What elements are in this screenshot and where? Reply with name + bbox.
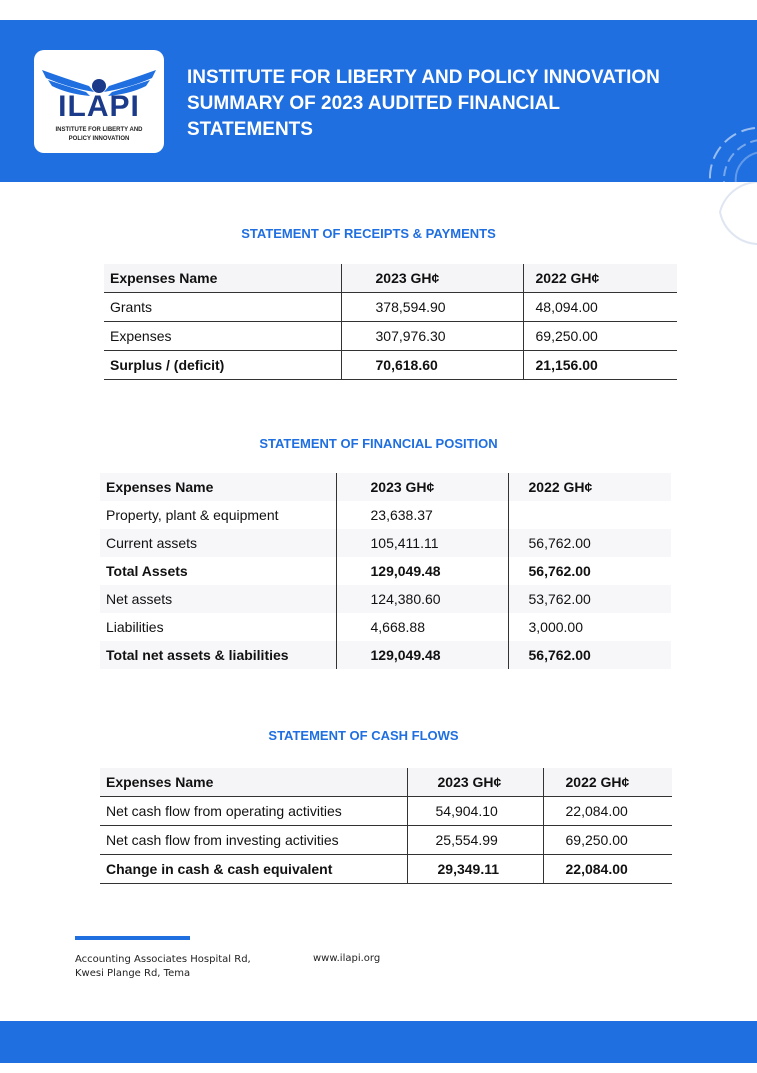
cell-2022: 3,000.00: [508, 613, 671, 641]
column-header: Expenses Name: [100, 768, 407, 797]
footer-accent-line: [75, 936, 190, 940]
table-row: [104, 293, 677, 322]
table-row: [100, 797, 672, 826]
section-title-receipts: STATEMENT OF RECEIPTS & PAYMENTS: [241, 226, 496, 241]
row-label: Liabilities: [106, 619, 164, 635]
cell-2023: 105,411.11: [336, 529, 508, 557]
table-row: [100, 585, 671, 613]
row-label: Net cash flow from operating activities: [100, 797, 407, 826]
table-row-total: [100, 641, 671, 669]
section-title-cashflows: STATEMENT OF CASH FLOWS: [268, 728, 459, 743]
row-label: Net cash flow from investing activities: [100, 826, 407, 855]
decorative-rings-faint-icon: [700, 182, 757, 262]
cell-2022: [508, 501, 671, 529]
footer-website-link[interactable]: www.ilapi.org: [313, 953, 381, 964]
column-header: 2022 GH¢: [523, 264, 677, 293]
address-line: Kwesi Plange Rd, Tema: [75, 968, 191, 979]
cell-2022: 69,250.00: [523, 322, 677, 351]
cell-2022: 56,762.00: [508, 529, 671, 557]
cell-2023: 124,380.60: [336, 585, 508, 613]
title-line: STATEMENTS: [187, 119, 313, 140]
cell-2022: 53,762.00: [508, 585, 671, 613]
table-row: [100, 613, 671, 641]
address-line: Accounting Associates Hospital Rd,: [75, 954, 251, 965]
row-label: Total net assets & liabilities: [100, 641, 336, 669]
logo-wordmark: ILAPI: [58, 90, 140, 123]
row-label: Total Assets: [106, 563, 188, 579]
table-header-row: [100, 473, 671, 501]
table-header-row: [104, 264, 677, 293]
cell-2022: 69,250.00: [543, 826, 672, 855]
cell-2022: 56,762.00: [508, 641, 671, 669]
row-label: Net assets: [100, 585, 336, 613]
column-header: Expenses Name: [100, 473, 336, 501]
table-row: [104, 322, 677, 351]
table-row-total: [100, 855, 672, 884]
position-table: [100, 473, 671, 669]
row-label: Current assets: [100, 529, 336, 557]
column-header: 2023 GH¢: [336, 473, 508, 501]
cell-2023: 378,594.90: [341, 293, 523, 322]
row-label: Property, plant & equipment: [106, 507, 279, 523]
page-title: [187, 65, 737, 143]
column-header: 2023 GH¢: [407, 768, 543, 797]
cell-2023: 307,976.30: [341, 322, 523, 351]
footer-address: [75, 953, 251, 981]
cashflows-table: [100, 768, 672, 884]
table-row-total: [100, 557, 671, 585]
cell-2022: 22,084.00: [543, 855, 672, 884]
cell-2022: 56,762.00: [508, 557, 671, 585]
cell-2023: 70,618.60: [341, 351, 523, 380]
logo-subtitle: [40, 126, 158, 144]
column-header: 2022 GH¢: [543, 768, 672, 797]
row-label: Expenses: [104, 322, 341, 351]
cell-2023: 54,904.10: [407, 797, 543, 826]
logo-subtitle-line: INSTITUTE FOR LIBERTY AND: [55, 127, 143, 133]
row-label: Change in cash & cash equivalent: [100, 855, 407, 884]
table-row: [100, 529, 671, 557]
table-row: [100, 826, 672, 855]
table-row-total: [104, 351, 677, 380]
cell-2023: 129,049.48: [336, 557, 508, 585]
logo-subtitle-line: POLICY INNOVATION: [68, 136, 130, 142]
table-header-row: [100, 768, 672, 797]
cell-2023: 23,638.37: [336, 501, 508, 529]
title-line: INSTITUTE FOR LIBERTY AND POLICY INNOVATION: [187, 67, 660, 88]
column-header: 2023 GH¢: [341, 264, 523, 293]
column-header: 2022 GH¢: [508, 473, 671, 501]
title-line: SUMMARY OF 2023 AUDITED FINANCIAL: [187, 93, 560, 114]
cell-2023: 29,349.11: [407, 855, 543, 884]
table-row: [100, 501, 671, 529]
receipts-table: [104, 264, 677, 380]
cell-2023: 4,668.88: [336, 613, 508, 641]
logo: [34, 50, 164, 153]
decorative-rings-icon: [690, 120, 757, 182]
row-label: Surplus / (deficit): [104, 351, 341, 380]
cell-2023: 129,049.48: [336, 641, 508, 669]
column-header: Expenses Name: [104, 264, 341, 293]
row-label: Grants: [104, 293, 341, 322]
section-title-position: STATEMENT OF FINANCIAL POSITION: [259, 436, 498, 451]
cell-2022: 48,094.00: [523, 293, 677, 322]
cell-2022: 21,156.00: [523, 351, 677, 380]
header-banner: [0, 20, 757, 182]
bottom-banner: [0, 1021, 757, 1063]
cell-2022: 22,084.00: [543, 797, 672, 826]
cell-2023: 25,554.99: [407, 826, 543, 855]
